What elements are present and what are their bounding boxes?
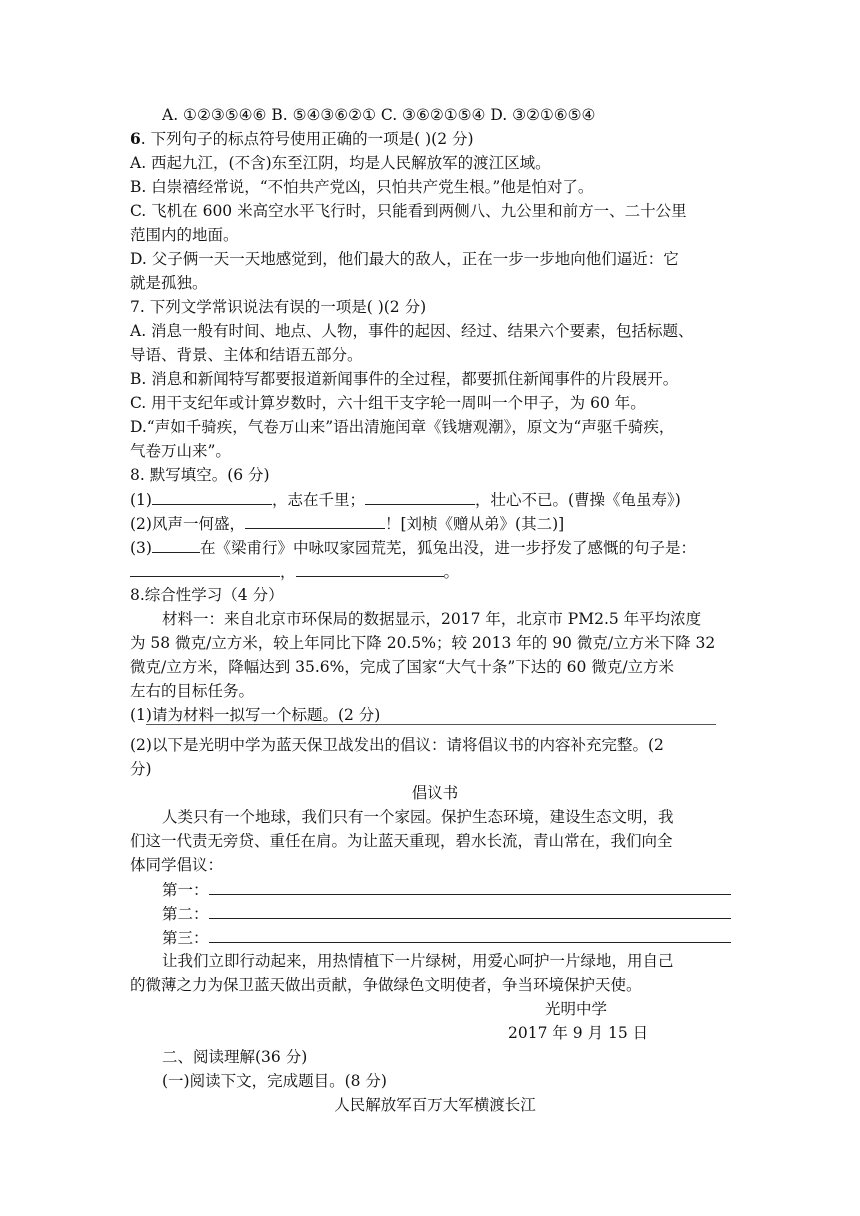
answer-blank[interactable] [296, 560, 444, 577]
answer-line[interactable] [146, 724, 716, 725]
q8-line3-label: (3) [130, 539, 152, 557]
q6-option-c-line2: 范围内的地面。 [130, 226, 239, 244]
answer-blank[interactable] [152, 488, 272, 505]
q8-line2 [130, 512, 740, 534]
q8-line4-period: 。 [443, 563, 460, 581]
article-title: 人民解放军百万大军横渡长江 [334, 1096, 536, 1114]
q8-line1-end: ，壮心不已。(曹操《龟虽寿》) [474, 491, 681, 509]
q8-line1 [130, 488, 740, 510]
answer-blank[interactable] [130, 560, 280, 577]
proposal-second [162, 902, 737, 924]
material-line4: 左右的目标任务。 [130, 682, 255, 700]
q8-line4-comma: ， [280, 563, 296, 581]
proposal-title: 倡议书 [411, 784, 459, 802]
proposal-third [162, 926, 737, 948]
proposal-third-label: 第三： [162, 929, 209, 947]
q9-sub2-line1: (2)以下是光明中学为蓝天保卫战发出的倡议：请将倡议书的内容补充完整。(2 [130, 736, 664, 754]
q6-number: 6 [130, 129, 141, 148]
q6-option-d-line2: 就是孤独。 [130, 274, 208, 292]
answer-blank[interactable] [209, 926, 731, 943]
q9-stem: 8.综合性学习（4 分） [130, 586, 284, 604]
material-line2: 为 58 微克/立方米，较上年同比下降 20.5%；较 2013 年的 90 微克/立方米下降 32 [130, 634, 716, 652]
proposal-end-line2: 的微薄之力为保卫蓝天做出贡献，争做绿色文明使者，争当环境保护天使。 [130, 976, 642, 994]
q7-option-b: B. 消息和新闻特写都要报道新闻事件的全过程，都要抓住新闻事件的片段展开。 [130, 370, 679, 388]
q6-option-a: A. 西起九江，(不含)东至江阴，均是人民解放军的渡江区域。 [130, 154, 551, 172]
q7-option-c: C. 用干支纪年或计算岁数时，六十组干支字轮一周叫一个甲子，为 60 年。 [130, 394, 646, 412]
answer-blank[interactable] [152, 536, 200, 553]
material-line1: 材料一：来自北京市环保局的数据显示，2017 年，北京市 PM2.5 年平均浓度 [162, 610, 702, 628]
proposal-first [162, 878, 737, 900]
proposal-para1-line2: 们这一代责无旁贷、重任在肩。为让蓝天重现，碧水长流，青山常在，我们向全 [130, 832, 673, 850]
q8-line2-end: ！[刘桢《赠从弟》(其二)] [384, 515, 565, 533]
proposal-date: 2017 年 9 月 15 日 [508, 1024, 649, 1042]
proposal-second-label: 第二： [162, 905, 209, 923]
answer-blank[interactable] [209, 902, 731, 919]
q8-line2-start: (2)风声一何盛， [130, 515, 245, 533]
q9-sub1: (1)请为材料一拟写一个标题。(2 分) [130, 706, 381, 724]
q8-line3 [130, 536, 740, 558]
material-line3: 微克/立方米，降幅达到 35.6%，完成了国家“大气十条”下达的 60 微克/立方米 [130, 658, 675, 676]
q7-option-d-line1: D.“声如千骑疾，气卷万山来”语出清施闰章《钱塘观潮》，原文为“声驱千骑疾， [130, 418, 675, 436]
q6-option-b: B. 白崇禧经常说，“不怕共产党凶，只怕共产党生根。”他是怕对了。 [130, 178, 594, 196]
q8-line4 [130, 560, 740, 582]
proposal-para1-line3: 体同学倡议： [130, 856, 224, 874]
q9-sub2-line2: 分) [130, 760, 152, 778]
q7-option-d-line2: 气卷万山来”。 [130, 442, 231, 460]
proposal-para1-line1: 人类只有一个地球，我们只有一个家园。保护生态环境，建设生态文明，我 [162, 808, 674, 826]
answer-blank[interactable] [365, 488, 475, 505]
q6-option-c-line1: C. 飞机在 600 米高空水平飞行时，只能看到两侧八、九公里和前方一、二十公里 [130, 202, 687, 220]
q7-stem: 7. 下列文学常识说法有误的一项是( )(2 分) [130, 298, 427, 316]
q6-stem [130, 128, 740, 150]
proposal-first-label: 第一： [162, 881, 209, 899]
q8-line1-mid: ，志在千里； [271, 491, 365, 509]
q8-line3-text: 在《梁甫行》中咏叹家园荒芜，狐兔出没，进一步抒发了感慨的句子是： [199, 539, 696, 557]
answer-blank[interactable] [209, 878, 731, 895]
proposal-signer: 光明中学 [545, 1000, 608, 1018]
answer-blank[interactable] [245, 512, 385, 529]
q5-options: A. ①②③⑤④⑥ B. ⑤④③⑥②① C. ③⑥②①⑤④ D. ③②①⑥⑤④ [162, 106, 596, 124]
q7-option-a-line2: 导语、背景、主体和结语五部分。 [130, 346, 363, 364]
section2-subtitle: (一)阅读下文，完成题目。(8 分) [162, 1072, 387, 1090]
proposal-end-line1: 让我们立即行动起来，用热情植下一片绿树，用爱心呵护一片绿地，用自己 [162, 952, 674, 970]
q7-option-a-line1: A. 消息一般有时间、地点、人物，事件的起因、经过、结果六个要素，包括标题、 [130, 322, 694, 340]
q6-option-d-line1: D. 父子俩一天一天地感觉到，他们最大的敌人，正在一步一步地向他们逼近：它 [130, 250, 679, 268]
q6-stem-text: . 下列句子的标点符号使用正确的一项是( )(2 分) [140, 130, 474, 148]
section2-title: 二、阅读理解(36 分) [162, 1048, 308, 1066]
q8-line1-label: (1) [130, 491, 152, 509]
q8-stem: 8. 默写填空。(6 分) [130, 466, 270, 484]
